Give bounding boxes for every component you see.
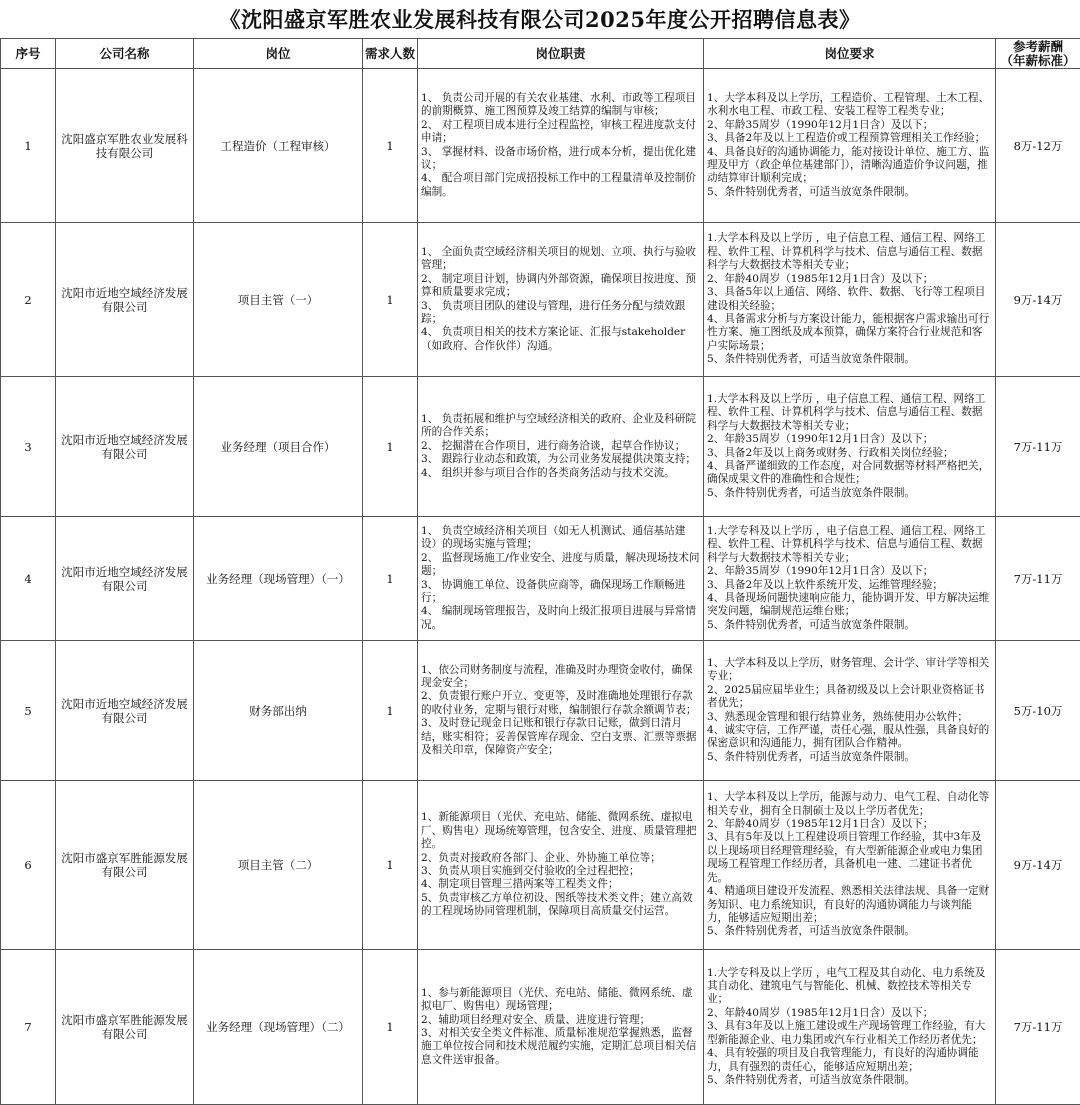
requirement-item: 3、熟悉现金管理和银行结算业务，熟练使用办公软件； [707, 711, 992, 724]
requirement-item: 5、条件特别优秀者，可适当放宽条件限制。 [707, 353, 992, 366]
cell-position: 项目主管（二） [194, 781, 363, 950]
requirement-item: 3、具有3年及以上施工建设或生产现场管理工作经验，有大型新能源企业、电力集团或汽车行业相关工作经历者优先； [707, 1020, 992, 1047]
cell-company: 沈阳市近地空域经济发展有限公司 [56, 377, 194, 517]
duty-item: 4、 配合项目部门完成招投标工作中的工程量清单及控制价编制。 [421, 172, 700, 199]
requirement-item: 2、年龄35周岁（1990年12月1日含）及以下； [707, 433, 992, 446]
requirement-item: 2、年龄35周岁（1990年12月1日含）及以下； [707, 119, 992, 132]
duty-item: 2、 监督现场施工/作业安全、进度与质量，解决现场技术问题； [421, 552, 700, 579]
table-row [1, 69, 1080, 223]
requirement-item: 2、年龄35周岁（1990年12月1日含）及以下； [707, 565, 992, 578]
header-index: 序号 [1, 39, 56, 69]
table-row [1, 781, 1080, 950]
duty-item: 3、对相关安全类文件标准、质量标准规范掌握熟悉，监督施工单位按合同和技术规范履约实施，定期汇总项目相关信息文件送审报备。 [421, 1027, 700, 1067]
cell-salary: 5万-10万 [996, 641, 1080, 781]
requirement-item: 3、具备5年以上通信、网络、软件、数据、飞行等工程项目建设相关经验； [707, 286, 992, 313]
cell-position: 业务经理（现场管理）（一） [194, 517, 363, 641]
requirement-item: 2、年龄40周岁（1985年12月1日含）及以下； [707, 818, 992, 831]
table-row [1, 223, 1080, 377]
cell-index: 7 [1, 950, 56, 1105]
requirement-item: 2、2025届应届毕业生；具备初级及以上会计职业资格证书者优先； [707, 684, 992, 711]
requirement-item: 1.大学专科及以上学历 ，电气工程及其自动化、电力系统及其自动化、建筑电气与智能化、机械、数控技术等相关专业； [707, 967, 992, 1007]
cell-company: 沈阳市盛京军胜能源发展有限公司 [56, 950, 194, 1105]
cell-salary: 7万-11万 [996, 377, 1080, 517]
header-headcount: 需求人数 [363, 39, 418, 69]
cell-position: 业务经理（现场管理）（二） [194, 950, 363, 1105]
duty-item: 1、 负责公司开展的有关农业基建、水利、市政等工程项目的前期概算、施工图预算及竣工结算的编制与审核； [421, 92, 700, 119]
duty-item: 2、 挖掘潜在合作项目，进行商务洽谈，起草合作协议； [421, 440, 700, 453]
cell-duties [418, 377, 704, 517]
cell-index: 3 [1, 377, 56, 517]
cell-position: 工程造价（工程审核） [194, 69, 363, 223]
cell-duties [418, 641, 704, 781]
cell-duties [418, 69, 704, 223]
cell-headcount: 1 [363, 641, 418, 781]
cell-duties [418, 781, 704, 950]
cell-company: 沈阳盛京军胜农业发展科技有限公司 [56, 69, 194, 223]
requirement-item: 3、具有5年及以上工程建设项目管理工作经验，其中3年及以上现场项目经理管理经验，有大型新能源企业或电力集团现场工程管理工作经历者，具备机电一建、二建证书者优先。 [707, 831, 992, 885]
duty-item: 4、 组织并参与项目合作的各类商务活动与技术交流。 [421, 467, 700, 480]
header-duties: 岗位职责 [418, 39, 704, 69]
cell-headcount: 1 [363, 781, 418, 950]
table-row [1, 517, 1080, 641]
header-salary [996, 39, 1080, 69]
duty-item: 2、负责对接政府各部门、企业、外协施工单位等； [421, 852, 700, 865]
cell-company: 沈阳市近地空域经济发展有限公司 [56, 517, 194, 641]
cell-salary: 9万-14万 [996, 781, 1080, 950]
requirement-item: 5、条件特别优秀者，可适当放宽条件限制。 [707, 751, 992, 764]
requirement-item: 4、具备现场问题快速响应能力，能协调开发、甲方解决运维突发问题，编制规范运维台账； [707, 592, 992, 619]
requirement-item: 4、具备良好的沟通协调能力，能对接设计单位、施工方、监理及甲方（政企单位基建部门），清晰沟通造价争议问题，推动结算审计顺利完成； [707, 146, 992, 186]
duty-item: 3、及时登记现金日记账和银行存款日记账，做到日清月结，账实相符；妥善保管库存现金、空白支票、汇票等票据及相关印章，保障资产安全； [421, 717, 700, 757]
cell-salary: 7万-11万 [996, 517, 1080, 641]
requirement-item: 5、条件特别优秀者，可适当放宽条件限制。 [707, 1074, 992, 1087]
requirement-item: 3、具备2年及以上工程造价或工程预算管理相关工作经验； [707, 132, 992, 145]
table-row [1, 641, 1080, 781]
cell-requirements [704, 950, 996, 1105]
cell-requirements [704, 377, 996, 517]
requirement-item: 4、诚实守信，工作严谨，责任心强，服从性强，具备良好的保密意识和沟通能力，拥有团队合作精神。 [707, 724, 992, 751]
duty-item: 4、制定项目管理三措两案等工程类文件； [421, 878, 700, 891]
cell-requirements [704, 69, 996, 223]
cell-index: 6 [1, 781, 56, 950]
duty-item: 1、 负责拓展和维护与空域经济相关的政府、企业及科研院所的合作关系； [421, 413, 700, 440]
duty-item: 1、新能源项目（光伏、充电站、储能、微网系统、虚拟电厂、购售电）现场统筹管理，包含安全、进度、质量管理把控。 [421, 811, 700, 851]
cell-index: 5 [1, 641, 56, 781]
header-salary-line2: （年薪标准） [996, 54, 1080, 68]
table-row [1, 377, 1080, 517]
duty-item: 3、 协调施工单位、设备供应商等，确保现场工作顺畅进行； [421, 579, 700, 606]
cell-position: 业务经理（项目合作） [194, 377, 363, 517]
requirement-item: 1.大学本科及以上学历 ，电子信息工程、通信工程、网络工程、软件工程、计算机科学与技术、信息与通信工程、数据科学与大数据技术等相关专业； [707, 232, 992, 272]
document-title: 《沈阳盛京军胜农业发展科技有限公司2025年度公开招聘信息表》 [0, 0, 1080, 38]
cell-headcount: 1 [363, 517, 418, 641]
duty-item: 2、负责银行账户开立、变更等，及时准确地处理银行存款的收付业务，定期与银行对账，编制银行存款余额调节表； [421, 690, 700, 717]
cell-company: 沈阳市近地空域经济发展有限公司 [56, 223, 194, 377]
cell-headcount: 1 [363, 223, 418, 377]
requirement-item: 1、大学本科及以上学历，能源与动力、电气工程、自动化等相关专业，拥有全日制硕士及以上学历者优先； [707, 791, 992, 818]
requirement-item: 4、具有较强的项目及自我管理能力，有良好的沟通协调能力，具有强烈的责任心，能够适应短期出差； [707, 1047, 992, 1074]
requirement-item: 2、年龄40周岁（1985年12月1日含）及以下； [707, 1007, 992, 1020]
duty-item: 5、负责审核乙方单位初设、图纸等技术类文件；建立高效的工程现场协同管理机制，保障项目高质量交付运营。 [421, 892, 700, 919]
cell-duties [418, 950, 704, 1105]
requirement-item: 1、大学本科及以上学历，工程造价、工程管理、土木工程、水利水电工程、市政工程、安装工程等工程类专业； [707, 92, 992, 119]
requirement-item: 3、具备2年及以上商务或财务、行政相关岗位经验； [707, 447, 992, 460]
duty-item: 1、参与新能源项目（光伏、充电站、储能、微网系统、虚拟电厂、购售电）现场管理； [421, 987, 700, 1014]
cell-index: 4 [1, 517, 56, 641]
cell-position: 财务部出纳 [194, 641, 363, 781]
cell-index: 1 [1, 69, 56, 223]
requirement-item: 4、具备需求分析与方案设计能力，能根据客户需求输出可行性方案、施工图纸及成本预算，确保方案符合行业规范和客户实际场景； [707, 313, 992, 353]
duty-item: 3、 负责项目团队的建设与管理，进行任务分配与绩效跟踪； [421, 300, 700, 327]
cell-headcount: 1 [363, 377, 418, 517]
header-salary-line1: 参考薪酬 [996, 40, 1080, 54]
duty-item: 4、 编制现场管理报告，及时向上级汇报项目进展与异常情况。 [421, 605, 700, 632]
cell-headcount: 1 [363, 950, 418, 1105]
requirement-item: 2、年龄40周岁（1985年12月1日含）及以下； [707, 273, 992, 286]
requirement-item: 5、条件特别优秀者，可适当放宽条件限制。 [707, 186, 992, 199]
table-header-row [1, 39, 1080, 69]
requirement-item: 1.大学专科及以上学历 ，电子信息工程、通信工程、网络工程、软件工程、计算机科学与技术、信息与通信工程、数据科学与大数据技术等相关专业； [707, 525, 992, 565]
cell-requirements [704, 223, 996, 377]
recruitment-table [0, 38, 1080, 1105]
cell-requirements [704, 517, 996, 641]
header-requirements: 岗位要求 [704, 39, 996, 69]
cell-position: 项目主管（一） [194, 223, 363, 377]
duty-item: 2、 对工程项目成本进行全过程监控，审核工程进度款支付申请； [421, 119, 700, 146]
cell-index: 2 [1, 223, 56, 377]
header-position: 岗位 [194, 39, 363, 69]
duty-item: 3、 跟踪行业动态和政策，为公司业务发展提供决策支持； [421, 453, 700, 466]
duty-item: 1、 全面负责空域经济相关项目的规划、立项、执行与验收管理； [421, 246, 700, 273]
requirement-item: 1.大学本科及以上学历 ，电子信息工程、通信工程、网络工程、软件工程、计算机科学与技术、信息与通信工程、数据科学与大数据技术等相关专业； [707, 393, 992, 433]
cell-company: 沈阳市近地空域经济发展有限公司 [56, 641, 194, 781]
cell-company: 沈阳市盛京军胜能源发展有限公司 [56, 781, 194, 950]
requirement-item: 4、精通项目建设开发流程、熟悉相关法律法规、具备一定财务知识、电力系统知识，有良好的沟通协调能力与谈判能力，能够适应短期出差； [707, 885, 992, 925]
cell-salary: 9万-14万 [996, 223, 1080, 377]
requirement-item: 5、条件特别优秀者，可适当放宽条件限制。 [707, 925, 992, 938]
cell-headcount: 1 [363, 69, 418, 223]
table-row [1, 950, 1080, 1105]
header-company: 公司名称 [56, 39, 194, 69]
requirement-item: 5、条件特别优秀者，可适当放宽条件限制。 [707, 619, 992, 632]
cell-requirements [704, 641, 996, 781]
requirement-item: 4、具备严谨细致的工作态度，对合同数据等材料严格把关，确保成果文件的准确性和合规性； [707, 460, 992, 487]
duty-item: 3、负责从项目实施到交付验收的全过程把控； [421, 865, 700, 878]
cell-duties [418, 223, 704, 377]
requirement-item: 5、条件特别优秀者，可适当放宽条件限制。 [707, 487, 992, 500]
requirement-item: 1、大学本科及以上学历，财务管理、会计学、审计学等相关专业； [707, 657, 992, 684]
cell-salary: 7万-11万 [996, 950, 1080, 1105]
duty-item: 3、 掌握材料、设备市场价格，进行成本分析，提出优化建议； [421, 146, 700, 173]
duty-item: 4、 负责项目相关的技术方案论证、汇报与stakeholder（如政府、合作伙伴）沟通。 [421, 326, 700, 353]
requirement-item: 3、具备2年及以上软件系统开发、运维管理经验； [707, 579, 992, 592]
cell-salary: 8万-12万 [996, 69, 1080, 223]
duty-item: 1、依公司财务制度与流程，准确及时办理资金收付，确保现金安全； [421, 664, 700, 691]
cell-requirements [704, 781, 996, 950]
cell-duties [418, 517, 704, 641]
duty-item: 2、 制定项目计划，协调内外部资源，确保项目按进度、预算和质量要求完成； [421, 273, 700, 300]
duty-item: 1、 负责空域经济相关项目（如无人机测试、通信基站建设）的现场实施与管理； [421, 525, 700, 552]
duty-item: 2、辅助项目经理对安全、质量、进度进行管理； [421, 1014, 700, 1027]
